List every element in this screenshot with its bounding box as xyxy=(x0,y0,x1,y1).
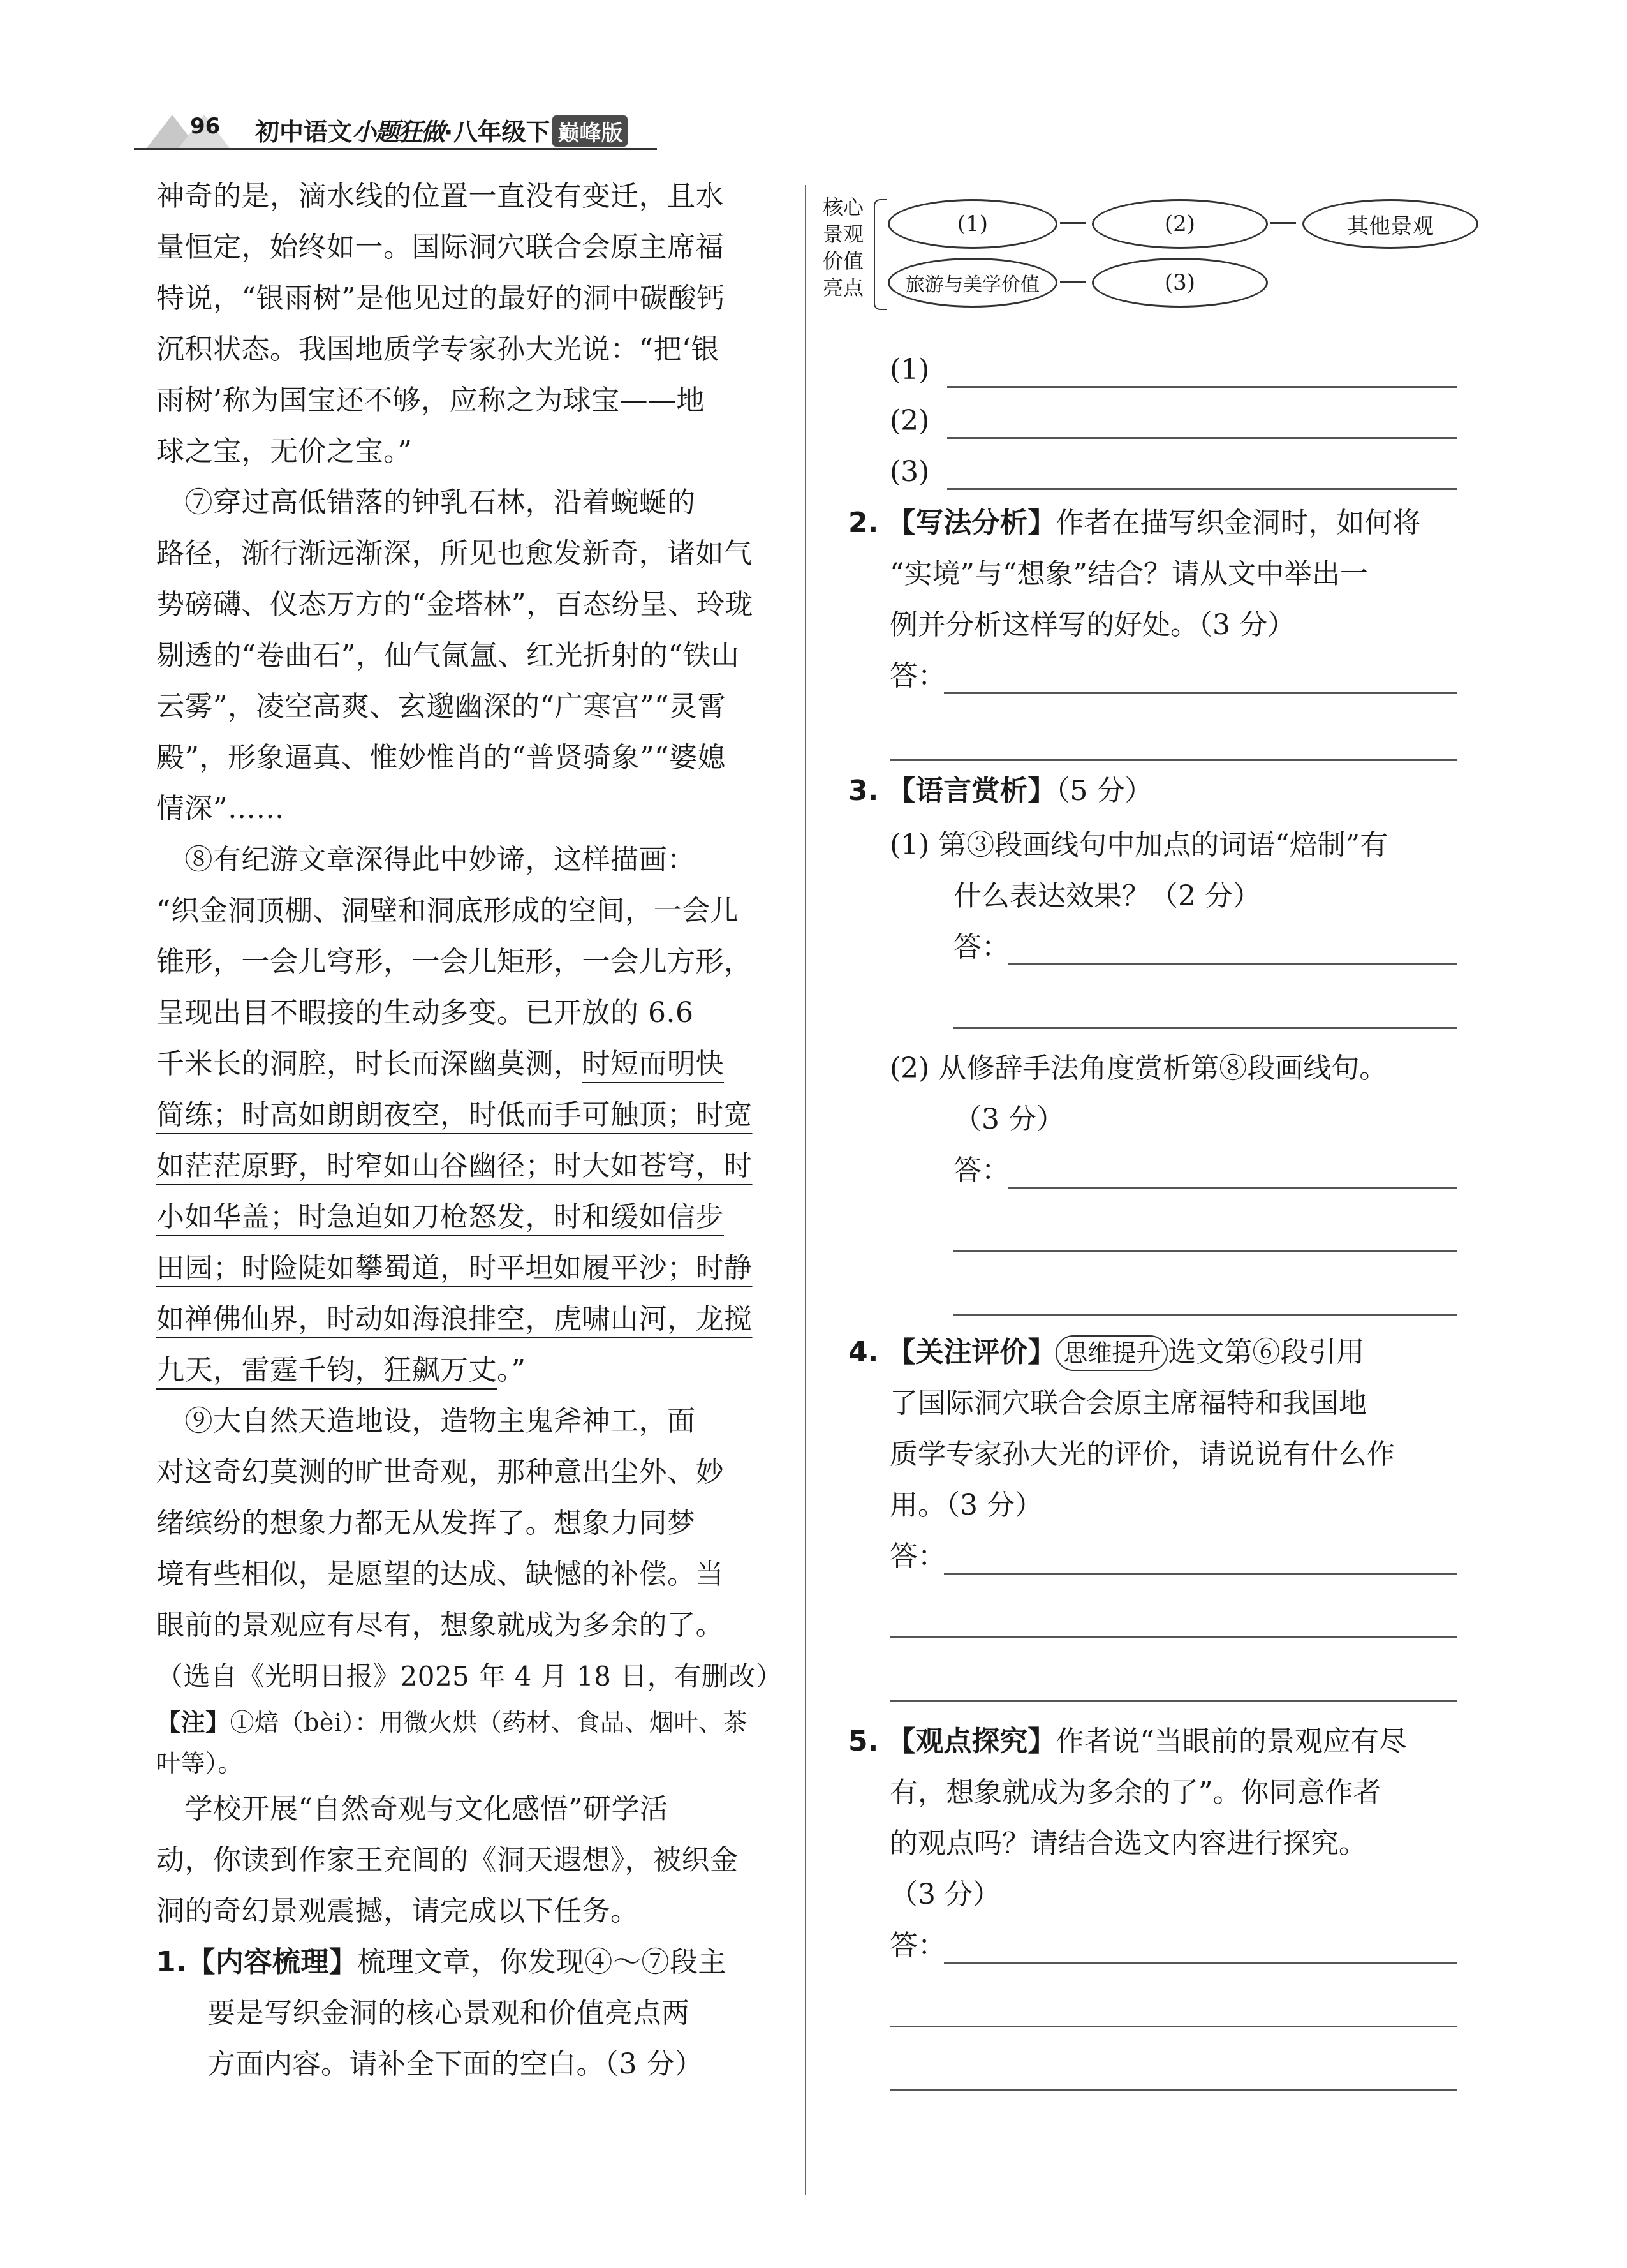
question-text: 方面内容。请补全下面的空白。（3 分） xyxy=(207,2048,703,2080)
text-line: 呈现出目不暇接的生动多变。已开放的 6.6 xyxy=(156,997,694,1029)
book-title xyxy=(255,112,628,147)
intro-line: 动，你读到作家王充闾的《洞天遐想》，被织金 xyxy=(156,1844,739,1876)
diagram-oval: (1) xyxy=(888,199,1057,249)
text-line: 对这奇幻莫测的旷世奇观，那种意出尘外、妙 xyxy=(156,1456,724,1488)
text-line: 量恒定，始终如一。国际洞穴联合会原主席福 xyxy=(156,231,724,263)
edition-badge: 巅峰版 xyxy=(552,115,628,147)
diagram-oval: 旅游与美学价值 xyxy=(888,258,1057,308)
question-tag: 【关注评价】 xyxy=(887,1336,1056,1368)
answer-line[interactable] xyxy=(944,1962,1457,1964)
question-number: 5. xyxy=(848,1725,879,1758)
column-divider xyxy=(805,185,806,2195)
underlined-line: 小如华盖；时急迫如刀枪怒发，时和缓如信步 xyxy=(156,1201,724,1233)
answer-line[interactable] xyxy=(947,386,1457,388)
text-line: 云雾”，凌空高爽、玄邈幽深的“广寒宫”“灵霄 xyxy=(156,690,726,723)
answer-line[interactable] xyxy=(890,759,1457,761)
label-text: 价值 xyxy=(822,249,864,273)
connector-line xyxy=(1060,222,1086,224)
question-tag: 【语言赏析】 xyxy=(887,775,1056,807)
text-line: 情深”…… xyxy=(156,792,284,825)
label-text: 景观 xyxy=(822,222,864,246)
book-subject: 初中语文 xyxy=(255,118,353,146)
blank-label: (2) xyxy=(890,404,930,437)
question-tag: 【观点探究】 xyxy=(887,1725,1056,1758)
text-segment: 千米长的洞腔，时长而深幽莫测， xyxy=(156,1048,582,1080)
text-line: 路径，渐行渐远渐深，所见也愈发新奇，诸如气 xyxy=(156,537,753,570)
label-text: 核心 xyxy=(822,195,864,219)
underlined-line: 如茫茫原野，时窄如山谷幽径；时大如苍穹，时 xyxy=(156,1150,753,1182)
text-line: 神奇的是，滴水线的位置一直没有变迁，且水 xyxy=(156,180,724,212)
question-tag: 【内容梳理】 xyxy=(187,1946,358,1978)
question-text: （3 分） xyxy=(890,1878,1001,1911)
question-2 xyxy=(848,498,1420,549)
question-text: 例并分析这样写的好处。（3 分） xyxy=(890,609,1295,641)
question-text: 作者说“当眼前的景观应有尽 xyxy=(1056,1725,1407,1758)
question-text: 要是写织金洞的核心景观和价值亮点两 xyxy=(207,1997,690,2029)
page-header xyxy=(134,110,657,154)
diagram-oval: 其他景观 xyxy=(1302,199,1478,249)
text-line: 境有些相似，是愿望的达成、缺憾的补偿。当 xyxy=(156,1558,724,1590)
question-text: “实境”与“想象”结合？请从文中举出一 xyxy=(890,558,1368,590)
answer-label: 答： xyxy=(953,931,1010,963)
question-text: 有，想象就成为多余的了”。你同意作者 xyxy=(890,1776,1381,1809)
underlined-text: 九天，雷霆千钧，狂飙万丈 xyxy=(156,1354,497,1386)
left-column xyxy=(156,171,783,2090)
text-segment: 。” xyxy=(497,1354,526,1386)
answer-line[interactable] xyxy=(890,1700,1457,1702)
text-line: 殿”，形象逼真、惟妙惟肖的“普贤骑象”“婆媳 xyxy=(156,741,726,774)
diagram-label xyxy=(818,194,869,301)
page-number: 96 xyxy=(190,114,221,139)
diagram-bracket xyxy=(874,199,887,310)
connector-line xyxy=(1270,222,1296,224)
intro-line: 学校开展“自然奇观与文化感悟”研学活 xyxy=(156,1793,668,1825)
blank-label: (1) xyxy=(890,353,930,386)
sub-question: (1) 第③段画线句中加点的词语“焙制”有 xyxy=(890,829,1388,861)
question-number: 4. xyxy=(848,1336,879,1368)
text-line xyxy=(156,1345,778,1396)
underlined-line: 简练；时高如朗朗夜空，时低而手可触顶；时宽 xyxy=(156,1099,753,1131)
text-line: 绪缤纷的想象力都无从发挥了。想象力同梦 xyxy=(156,1507,696,1539)
diagram-oval: (3) xyxy=(1092,258,1268,308)
sub-question: 什么表达效果？（2 分） xyxy=(953,880,1261,912)
text-line: 势磅礴、仪态万方的“金塔林”，百态纷呈、玲珑 xyxy=(156,588,753,621)
label-text: 亮点 xyxy=(822,276,864,300)
source-citation: （选自《光明日报》2025 年 4 月 18 日，有删改） xyxy=(156,1661,783,1692)
sub-question: (2) 从修辞手法角度赏析第⑧段画线句。 xyxy=(890,1052,1388,1085)
question-text: 的观点吗？请结合选文内容进行探究。 xyxy=(890,1827,1367,1860)
answer-line[interactable] xyxy=(953,1027,1457,1029)
answer-label: 答： xyxy=(890,660,946,692)
thinking-badge: 思维提升 xyxy=(1056,1335,1168,1371)
answer-label: 答： xyxy=(890,1929,946,1962)
question-4 xyxy=(848,1327,1364,1378)
text-line: 特说，“银雨树”是他见过的最好的洞中碳酸钙 xyxy=(156,282,725,315)
text-line xyxy=(156,1039,778,1090)
answer-line[interactable] xyxy=(953,1250,1457,1252)
intro-line: 洞的奇幻景观震撼，请完成以下任务。 xyxy=(156,1895,639,1927)
answer-line[interactable] xyxy=(890,2089,1457,2091)
question-tag: 【写法分析】 xyxy=(887,507,1056,539)
text-line: ⑨大自然天造地设，造物主鬼斧神工，面 xyxy=(156,1405,696,1437)
answer-line[interactable] xyxy=(890,1636,1457,1638)
answer-line[interactable] xyxy=(944,692,1457,694)
question-3 xyxy=(848,766,1152,817)
connector-line xyxy=(1060,281,1086,283)
answer-label: 答： xyxy=(953,1154,1010,1187)
question-text: 选文第⑥段引用 xyxy=(1168,1336,1365,1368)
text-line: 雨树’称为国宝还不够，应称之为球宝——地 xyxy=(156,384,705,417)
answer-line[interactable] xyxy=(944,1573,1457,1575)
grade: ·八年级下 xyxy=(444,118,550,146)
answer-line[interactable] xyxy=(1008,1187,1457,1189)
text-line: ⑧有纪游文章深得此中妙谛，这样描画： xyxy=(156,843,696,876)
note-tag: 【注】 xyxy=(156,1708,230,1737)
text-line: 剔透的“卷曲石”，仙气氤氲、红光折射的“铁山 xyxy=(156,639,740,672)
answer-line[interactable] xyxy=(1008,963,1457,965)
question-5 xyxy=(848,1716,1407,1767)
question-text: 用。（3 分） xyxy=(890,1489,1043,1522)
text-line: 锥形，一会儿穹形，一会儿矩形，一会儿方形， xyxy=(156,945,753,978)
diagram-oval: (2) xyxy=(1092,199,1268,249)
header-rule xyxy=(134,148,657,150)
underlined-line: 田园；时险陡如攀蜀道，时平坦如履平沙；时静 xyxy=(156,1252,753,1284)
text-line: “织金洞顶棚、洞壁和洞底形成的空间，一会儿 xyxy=(156,894,739,927)
question-number: 1. xyxy=(156,1946,188,1978)
answer-line[interactable] xyxy=(947,488,1457,490)
underlined-text: 时短而明快 xyxy=(582,1048,724,1080)
brand-logo: 小题狂做 xyxy=(352,118,445,146)
question-1 xyxy=(156,1937,778,1988)
underlined-line: 如禅佛仙界，时动如海浪排空，虎啸山河，龙搅 xyxy=(156,1303,753,1335)
question-text: 梳理文章，你发现④～⑦段主 xyxy=(357,1946,726,1978)
text-line: 眼前的景观应有尽有，想象就成为多余的了。 xyxy=(156,1609,724,1642)
content-diagram xyxy=(805,186,1481,327)
question-text: 作者在描写织金洞时，如何将 xyxy=(1056,507,1421,539)
text-line: 球之宝，无价之宝。” xyxy=(156,435,413,468)
answer-label: 答： xyxy=(890,1540,946,1573)
question-score: （5 分） xyxy=(1056,775,1153,807)
note-text: ①焙（bèi）：用微火烘（药材、食品、烟叶、茶 xyxy=(230,1708,747,1737)
question-number: 2. xyxy=(848,507,879,539)
note-line: 叶等）。 xyxy=(156,1749,243,1777)
question-number: 3. xyxy=(848,775,879,807)
text-line: ⑦穿过高低错落的钟乳石林，沿着蜿蜒的 xyxy=(156,486,696,519)
note-line xyxy=(156,1702,778,1743)
sub-question: （3 分） xyxy=(953,1103,1064,1136)
text-line: 沉积状态。我国地质学专家孙大光说：“把‘银 xyxy=(156,333,719,366)
blank-label: (3) xyxy=(890,456,930,488)
answer-line[interactable] xyxy=(890,2026,1457,2027)
answer-line[interactable] xyxy=(947,437,1457,439)
answer-line[interactable] xyxy=(953,1314,1457,1316)
question-text: 了国际洞穴联合会原主席福特和我国地 xyxy=(890,1387,1367,1419)
question-text: 质学专家孙大光的评价，请说说有什么作 xyxy=(890,1438,1395,1471)
